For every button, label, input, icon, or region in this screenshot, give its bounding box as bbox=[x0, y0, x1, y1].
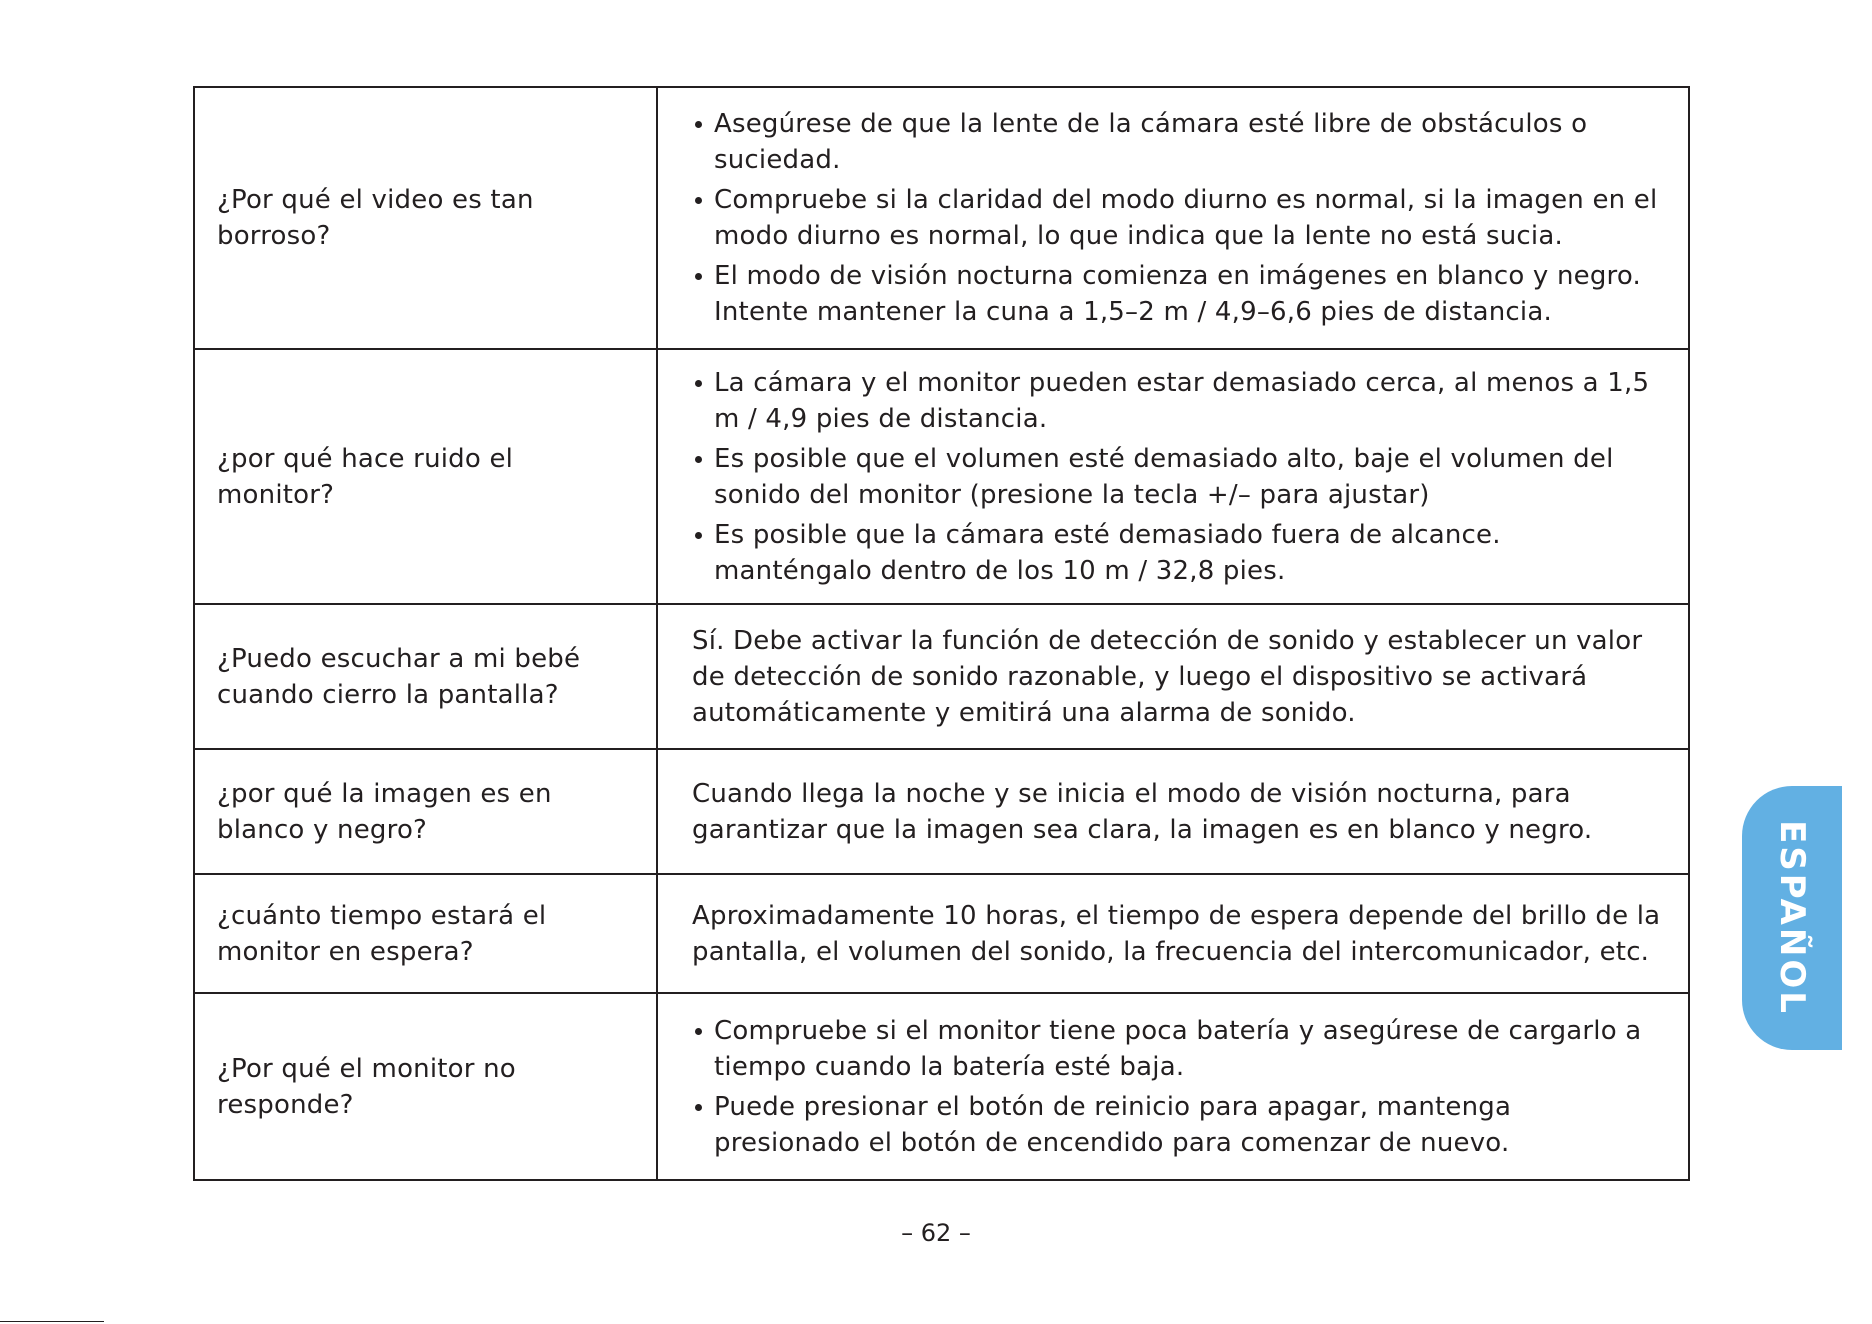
answer-text: Cuando llega la noche y se inicia el modo de visión nocturna, para garantizar que la imagen sea clara, la imagen es en blanco y negro. bbox=[692, 778, 1593, 845]
answer-bullet-list bbox=[692, 1013, 1664, 1161]
corner-crop-mark bbox=[0, 1321, 104, 1323]
answer-text: Sí. Debe activar la función de detección de sonido y establecer un valor de detección de sonido razonable, y luego el dispositivo se activará automáticamente y emitirá una alarma de sonido. bbox=[692, 625, 1643, 728]
faq-row bbox=[194, 87, 1689, 349]
answer-bullet: Asegúrese de que la lente de la cámara esté libre de obstáculos o suciedad. bbox=[692, 106, 1664, 178]
faq-question: ¿cuánto tiempo estará el monitor en espera? bbox=[217, 900, 547, 967]
answer-bullet-list bbox=[692, 106, 1664, 330]
faq-answer-cell bbox=[657, 874, 1689, 993]
answer-bullet-list bbox=[692, 365, 1664, 589]
language-tab bbox=[1742, 786, 1842, 1050]
faq-question-cell bbox=[194, 874, 657, 993]
language-tab-label: ESPAÑOL bbox=[1772, 820, 1812, 1016]
page-number: – 62 – bbox=[901, 1219, 971, 1247]
answer-text: Aproximadamente 10 horas, el tiempo de espera depende del brillo de la pantalla, el volumen del sonido, la frecuencia del intercomunicador, etc. bbox=[692, 900, 1661, 967]
faq-question-cell bbox=[194, 604, 657, 749]
faq-row bbox=[194, 993, 1689, 1180]
answer-bullet: Es posible que la cámara esté demasiado fuera de alcance. manténgalo dentro de los 10 m / 32,8 pies. bbox=[692, 517, 1664, 589]
faq-answer-cell bbox=[657, 604, 1689, 749]
faq-question: ¿por qué la imagen es en blanco y negro? bbox=[217, 778, 552, 845]
answer-bullet: Puede presionar el botón de reinicio para apagar, mantenga presionado el botón de encendido para comenzar de nuevo. bbox=[692, 1089, 1664, 1161]
answer-bullet: Compruebe si el monitor tiene poca batería y asegúrese de cargarlo a tiempo cuando la batería esté baja. bbox=[692, 1013, 1664, 1085]
faq-question: ¿Por qué el monitor no responde? bbox=[217, 1053, 516, 1120]
faq-answer-cell bbox=[657, 749, 1689, 874]
faq-question-cell bbox=[194, 87, 657, 349]
answer-bullet: El modo de visión nocturna comienza en imágenes en blanco y negro. Intente mantener la cuna a 1,5–2 m / 4,9–6,6 pies de distancia. bbox=[692, 258, 1664, 330]
faq-question: ¿Por qué el video es tan borroso? bbox=[217, 185, 534, 251]
answer-bullet: Es posible que el volumen esté demasiado alto, baje el volumen del sonido del monitor (presione la tecla +/– para ajustar) bbox=[692, 441, 1664, 513]
faq-row bbox=[194, 874, 1689, 993]
faq-answer-cell bbox=[657, 993, 1689, 1180]
faq-question-cell bbox=[194, 993, 657, 1180]
faq-question-cell bbox=[194, 749, 657, 874]
faq-row bbox=[194, 604, 1689, 749]
faq-row bbox=[194, 349, 1689, 604]
faq-answer-cell bbox=[657, 87, 1689, 349]
faq-row bbox=[194, 749, 1689, 874]
faq-table bbox=[193, 86, 1690, 1181]
faq-question: ¿por qué hace ruido el monitor? bbox=[217, 443, 514, 510]
answer-bullet: Compruebe si la claridad del modo diurno es normal, si la imagen en el modo diurno es normal, lo que indica que la lente no está sucia. bbox=[692, 182, 1664, 254]
faq-answer-cell bbox=[657, 349, 1689, 604]
faq-question-cell bbox=[194, 349, 657, 604]
answer-bullet: La cámara y el monitor pueden estar demasiado cerca, al menos a 1,5 m / 4,9 pies de distancia. bbox=[692, 365, 1664, 437]
faq-question: ¿Puedo escuchar a mi bebé cuando cierro la pantalla? bbox=[217, 643, 581, 710]
